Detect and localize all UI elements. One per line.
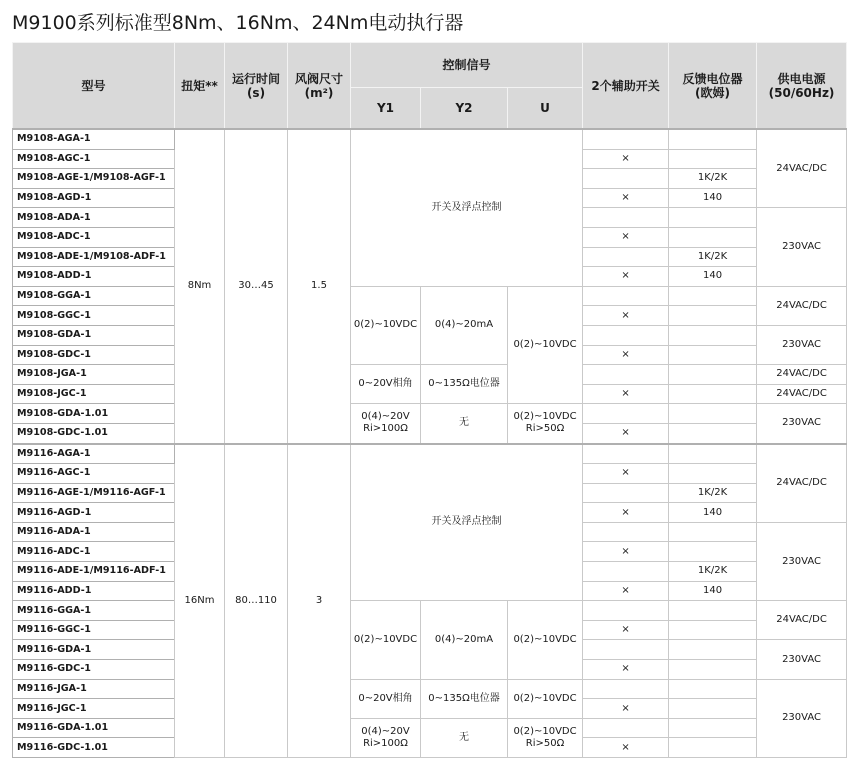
aux-switch-cell [583,679,669,699]
aux-switch-cell [583,325,669,345]
feedback-cell [669,444,757,464]
aux-switch-cell [583,286,669,306]
model-cell: M9116-GGC-1 [13,620,175,640]
feedback-cell: 1K/2K [669,247,757,267]
power-cell: 24VAC/DC [757,286,847,325]
power-cell: 24VAC/DC [757,444,847,523]
power-cell: 230VAC [757,208,847,286]
feedback-cell [669,306,757,326]
feedback-cell: 140 [669,503,757,523]
feedback-cell: 1K/2K [669,562,757,582]
model-cell: M9108-ADD-1 [13,267,175,287]
model-cell: M9108-ADE-1/M9108-ADF-1 [13,247,175,267]
aux-switch-cell: × [583,738,669,758]
model-cell: M9116-GGA-1 [13,601,175,621]
cell-line: Ri>100Ω [363,423,408,435]
aux-switch-cell: × [583,581,669,601]
model-cell: M9108-JGC-1 [13,384,175,404]
aux-switch-cell [583,483,669,503]
feedback-cell: 140 [669,188,757,208]
model-cell: M9108-GDC-1 [13,345,175,365]
model-cell: M9116-AGE-1/M9116-AGF-1 [13,483,175,503]
feedback-cell [669,522,757,542]
header-y2: Y2 [421,88,508,130]
aux-switch-cell: × [583,149,669,169]
model-cell: M9108-GGA-1 [13,286,175,306]
feedback-cell [669,660,757,680]
aux-switch-cell: × [583,620,669,640]
feedback-cell [669,640,757,660]
power-cell: 24VAC/DC [757,601,847,640]
cell-line: 0(4)~20V [361,725,410,737]
feedback-cell [669,129,757,149]
feedback-cell [669,286,757,306]
feedback-cell: 1K/2K [669,483,757,503]
feedback-cell: 1K/2K [669,169,757,189]
table-row [13,404,847,424]
aux-switch-cell [583,640,669,660]
aux-switch-cell [583,169,669,189]
aux-switch-cell: × [583,503,669,523]
power-cell: 230VAC [757,640,847,679]
aux-switch-cell [583,129,669,149]
aux-switch-cell: × [583,464,669,484]
aux-switch-cell: × [583,660,669,680]
table-row [13,365,847,385]
aux-switch-cell: × [583,227,669,247]
model-cell: M9108-GDC-1.01 [13,423,175,443]
control-y2-cell: 无 [421,718,508,757]
aux-switch-cell: × [583,188,669,208]
feedback-cell [669,699,757,719]
header-aux-switch: 2个辅助开关 [583,43,669,130]
control-y2-cell: 0(4)~20mA [421,286,508,364]
model-cell: M9116-ADE-1/M9116-ADF-1 [13,562,175,582]
cell-line: Ri>50Ω [525,737,565,749]
control-y1-cell: 0(2)~10VDC [351,286,421,364]
control-y2-cell: 0~135Ω电位器 [421,365,508,404]
model-cell: M9116-AGA-1 [13,444,175,464]
aux-switch-cell [583,601,669,621]
damper-size-cell: 1.5 [288,129,351,444]
cell-line: Ri>50Ω [525,423,565,435]
model-cell: M9116-JGA-1 [13,679,175,699]
feedback-cell [669,601,757,621]
power-cell: 230VAC [757,325,847,364]
power-cell: 230VAC [757,404,847,444]
model-cell: M9116-GDC-1.01 [13,738,175,758]
aux-switch-cell [583,718,669,738]
torque-cell: 16Nm [175,444,225,758]
table-row [13,129,847,149]
model-cell: M9108-GGC-1 [13,306,175,326]
feedback-cell: 140 [669,267,757,287]
table-row [13,679,847,699]
control-switch-cell: 开关及浮点控制 [351,129,583,286]
feedback-cell [669,738,757,758]
model-cell: M9108-AGD-1 [13,188,175,208]
model-cell: M9108-GDA-1.01 [13,404,175,424]
model-cell: M9108-GDA-1 [13,325,175,345]
model-cell: M9108-ADC-1 [13,227,175,247]
control-u-cell [508,404,583,444]
model-cell: M9116-ADC-1 [13,542,175,562]
power-cell: 230VAC [757,522,847,600]
feedback-cell [669,423,757,443]
control-u-cell [508,718,583,757]
table-row [13,286,847,306]
feedback-cell [669,404,757,424]
header-control-signal: 控制信号 [351,43,583,88]
spec-table [12,42,847,758]
aux-switch-cell: × [583,423,669,443]
feedback-cell [669,325,757,345]
control-u-cell: 0(2)~10VDC [508,601,583,679]
aux-switch-cell [583,444,669,464]
power-cell: 230VAC [757,679,847,757]
model-cell: M9116-GDC-1 [13,660,175,680]
model-cell: M9116-ADA-1 [13,522,175,542]
model-cell: M9116-GDA-1.01 [13,718,175,738]
feedback-cell [669,679,757,699]
feedback-cell [669,149,757,169]
feedback-cell [669,208,757,228]
cell-line: Ri>100Ω [363,737,408,749]
header-torque: 扭矩** [175,43,225,130]
cell-line: 0(2)~10VDC [513,411,577,423]
control-y2-cell: 0(4)~20mA [421,601,508,679]
power-cell: 24VAC/DC [757,129,847,208]
header-feedback: 反馈电位器 (欧姆) [669,43,757,130]
header-model: 型号 [13,43,175,130]
aux-switch-cell [583,247,669,267]
control-switch-cell: 开关及浮点控制 [351,444,583,601]
aux-switch-cell: × [583,384,669,404]
aux-switch-cell: × [583,699,669,719]
feedback-cell [669,542,757,562]
control-y1-cell [351,718,421,757]
aux-switch-cell: × [583,345,669,365]
model-cell: M9116-AGC-1 [13,464,175,484]
feedback-cell [669,464,757,484]
feedback-cell [669,384,757,404]
power-cell: 24VAC/DC [757,365,847,385]
table-row [13,444,847,464]
header-y1: Y1 [351,88,421,130]
control-u-cell: 0(2)~10VDC [508,286,583,404]
aux-switch-cell: × [583,267,669,287]
feedback-cell [669,718,757,738]
control-y1-cell: 0(2)~10VDC [351,601,421,679]
power-cell: 24VAC/DC [757,384,847,404]
model-cell: M9108-AGE-1/M9108-AGF-1 [13,169,175,189]
page-title: M9100系列标准型8Nm、16Nm、24Nm电动执行器 [12,12,464,34]
header-damper-size: 风阀尺寸 (m²) [288,43,351,130]
aux-switch-cell [583,562,669,582]
header-power: 供电电源 (50/60Hz) [757,43,847,130]
damper-size-cell: 3 [288,444,351,758]
aux-switch-cell [583,365,669,385]
cell-line: 0(2)~10VDC [513,725,577,737]
model-cell: M9108-JGA-1 [13,365,175,385]
control-y1-cell: 0~20V相角 [351,365,421,404]
model-cell: M9116-GDA-1 [13,640,175,660]
control-y1-cell: 0~20V相角 [351,679,421,718]
control-y2-cell: 无 [421,404,508,444]
aux-switch-cell [583,208,669,228]
feedback-cell [669,345,757,365]
torque-cell: 8Nm [175,129,225,444]
feedback-cell [669,227,757,247]
cell-line: 0(4)~20V [361,411,410,423]
aux-switch-cell [583,404,669,424]
run-time-cell: 30…45 [225,129,288,444]
model-cell: M9108-AGC-1 [13,149,175,169]
aux-switch-cell [583,522,669,542]
aux-switch-cell: × [583,306,669,326]
table-row [13,718,847,738]
model-cell: M9108-ADA-1 [13,208,175,228]
aux-switch-cell: × [583,542,669,562]
feedback-cell: 140 [669,581,757,601]
control-u-cell: 0(2)~10VDC [508,679,583,718]
control-y1-cell [351,404,421,444]
header-u: U [508,88,583,130]
model-cell: M9116-AGD-1 [13,503,175,523]
feedback-cell [669,620,757,640]
model-cell: M9108-AGA-1 [13,129,175,149]
control-y2-cell: 0~135Ω电位器 [421,679,508,718]
header-run-time: 运行时间 (s) [225,43,288,130]
feedback-cell [669,365,757,385]
model-cell: M9116-JGC-1 [13,699,175,719]
run-time-cell: 80…110 [225,444,288,758]
model-cell: M9116-ADD-1 [13,581,175,601]
table-row [13,601,847,621]
